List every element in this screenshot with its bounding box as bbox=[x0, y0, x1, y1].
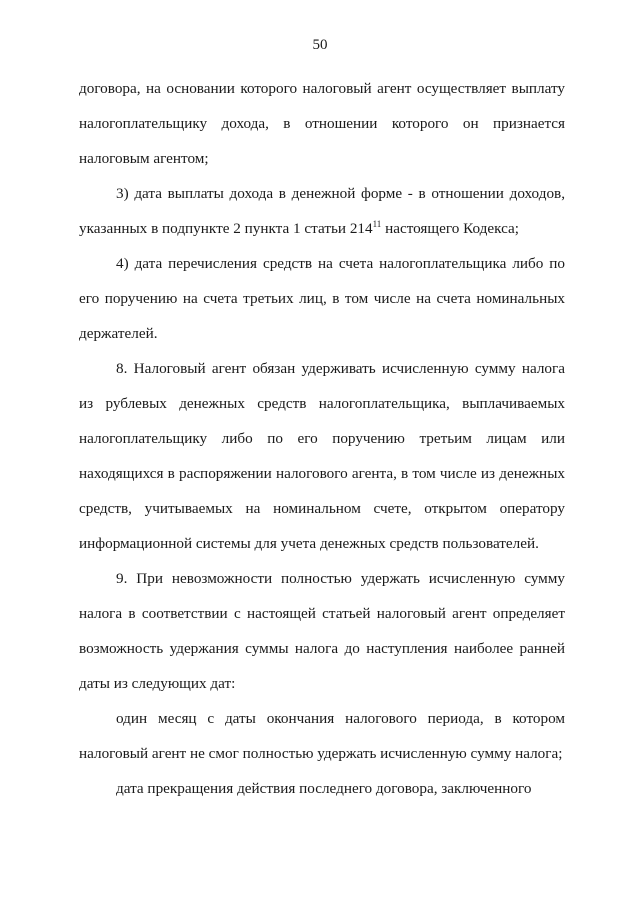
paragraph-item-3-text: 3) дата выплаты дохода в денежной форме - в отношении доходов, указанных в подпункте 2 пункта 1 статьи 214 bbox=[79, 185, 565, 237]
page-number: 50 bbox=[312, 37, 328, 53]
paragraph-item-3-tail: настоящего Кодекса; bbox=[381, 220, 519, 237]
document-body bbox=[79, 71, 565, 806]
paragraph-one-month: один месяц с даты окончания налогового периода, в котором налоговый агент не смог полностью удержать исчисленную сумму налога; bbox=[79, 710, 565, 762]
paragraph-clause-8: 8. Налоговый агент обязан удерживать исчисленную сумму налога из рублевых денежных средств налогоплательщика, выплачиваемых налогоплательщику либо по его поручению третьим лицам или находящихся в распоряжении налогового агента, в том числе из денежных средств, учитываемых на номинальном счете, открытом оператору информационной системы для учета денежных средств пользователей. bbox=[79, 360, 565, 552]
paragraph-item-4: 4) дата перечисления средств на счета налогоплательщика либо по его поручению на счета третьих лиц, в том числе на счета номинальных держателей. bbox=[79, 255, 565, 342]
paragraph-clause-9: 9. При невозможности полностью удержать исчисленную сумму налога в соответствии с настоящей статьей налоговый агент определяет возможность удержания суммы налога до наступления наиболее ранней даты из следующих дат: bbox=[79, 570, 565, 692]
article-superscript: 11 bbox=[372, 219, 382, 229]
paragraph-termination-date: дата прекращения действия последнего договора, заключенного bbox=[116, 780, 532, 797]
paragraph-contract-continuation: договора, на основании которого налоговый агент осуществляет выплату налогоплательщику дохода, в отношении которого он признается налоговым агентом; bbox=[79, 80, 565, 167]
paragraph-item-3 bbox=[79, 176, 565, 246]
